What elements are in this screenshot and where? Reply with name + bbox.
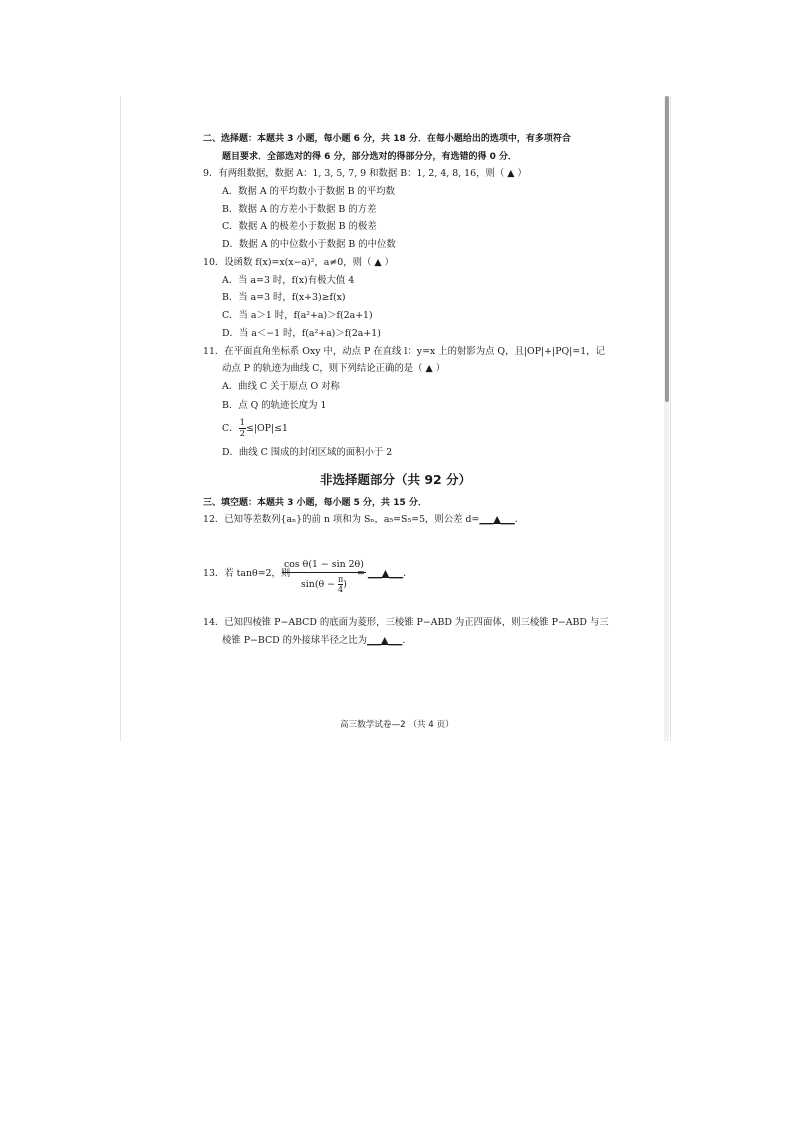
question-11-option-d: D．曲线 C 围成的封闭区域的面积小于 2 (222, 447, 393, 458)
section3-instructions: 三、填空题：本题共 3 小题，每小题 5 分，共 15 分． (203, 498, 427, 508)
question-9-stem: 9．有两组数据，数据 A：1, 3, 5, 7, 9 和数据 B：1, 2, 4, 8, 16，则（ ▲ ） (203, 168, 527, 179)
scrollbar-thumb[interactable] (665, 96, 669, 402)
option-c-inequality: ≤|OP|≤1 (245, 423, 288, 434)
fraction-numerator: cos θ(1 − sin 2θ) (282, 558, 366, 573)
non-choice-section-heading: 非选择题部分（共 92 分） (320, 472, 472, 487)
question-10-option-a: A．当 a=3 时，f(x)有极大值 4 (222, 275, 355, 286)
question-11-option-c (222, 418, 288, 440)
page-footer: 高三数学试卷—2 （共 4 页） (340, 720, 454, 730)
question-11-stem-line1: 11．在平面直角坐标系 Oxy 中，动点 P 在直线 l：y=x 上的射影为点 Q，且|OP|+|PQ|=1，记 (203, 346, 605, 357)
question-13-answer: = ___▲___． (357, 568, 413, 579)
question-10-stem: 10．设函数 f(x)=x(x−a)²，a≠0，则（ ▲ ） (203, 257, 394, 268)
question-10-option-d: D．当 a＜−1 时，f(a²+a)＞f(2a+1) (222, 328, 381, 339)
question-9-option-a: A．数据 A 的平均数小于数据 B 的平均数 (222, 186, 395, 197)
question-9-option-b: B．数据 A 的方差小于数据 B 的方差 (222, 204, 377, 215)
question-14-line2: 棱锥 P−BCD 的外接球半径之比为___▲___． (222, 635, 412, 646)
question-14-line1: 14．已知四棱锥 P−ABCD 的底面为菱形，三棱锥 P−ABD 为正四面体，则三棱锥 P−ABD 与三 (203, 617, 609, 628)
one-half-fraction: $\frac{1}{2}$ (239, 418, 245, 439)
question-9-option-d: D．数据 A 的中位数小于数据 B 的中位数 (222, 239, 396, 250)
answer-blank-13[interactable]: ___▲___ (367, 568, 404, 579)
question-11-stem-line2: 动点 P 的轨迹为曲线 C，则下列结论正确的是（ ▲ ） (222, 363, 446, 374)
page-left-border (120, 96, 121, 741)
section2-instructions-line2: 题目要求．全部选对的得 6 分，部分选对的得部分分，有选错的得 0 分． (222, 152, 518, 162)
question-9-option-c: C．数据 A 的极差小于数据 B 的极差 (222, 221, 377, 232)
question-13-prefix: 13．若 tanθ=2，则 (203, 568, 291, 579)
question-10-option-c: C．当 a＞1 时，f(a²+a)＞f(2a+1) (222, 310, 373, 321)
question-10-option-b: B．当 a=3 时，f(x+3)≥f(x) (222, 292, 346, 303)
pi-over-four: $\frac{\pi}{4}$ (337, 575, 344, 594)
question-12: 12．已知等差数列{aₙ}的前 n 项和为 Sₙ，a₅=S₅=5，则公差 d=___▲___． (203, 514, 525, 525)
fraction-denominator: sin(θ − $\frac{\pi}{4}$ ) (300, 575, 347, 594)
option-c-label: C． (222, 423, 239, 434)
page-right-border (670, 96, 671, 741)
question-11-option-a: A．曲线 C 关于原点 O 对称 (222, 381, 340, 392)
answer-blank-12[interactable]: ___▲___ (479, 514, 515, 525)
question-13-fraction (282, 558, 366, 594)
question-11-option-b: B．点 Q 的轨迹长度为 1 (222, 400, 327, 411)
section2-instructions-line1: 二、选择题：本题共 3 小题，每小题 6 分，共 18 分．在每小题给出的选项中，有多项符合 (203, 134, 571, 144)
answer-blank-14[interactable]: ___▲___ (367, 635, 403, 646)
